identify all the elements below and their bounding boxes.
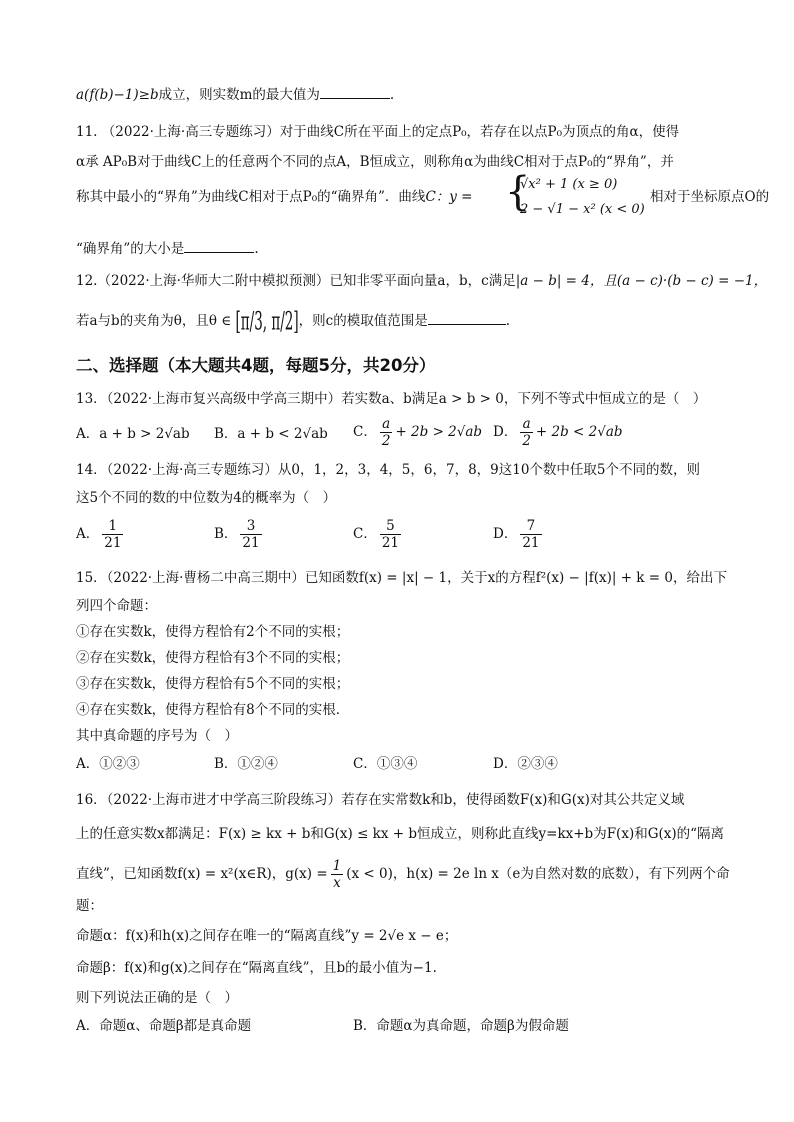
q11-line-2: α承 AP₀B对于曲线C上的任意两个不同的点A，B恒成立，则称角α为曲线C相对于点P₀的“界角”，并 bbox=[76, 154, 674, 170]
q11-source: （2022·上海·高三专题练习） bbox=[101, 124, 280, 140]
q13-option-b[interactable]: B．a + b < 2√ab bbox=[214, 426, 328, 442]
answer-blank[interactable] bbox=[184, 238, 254, 253]
piecewise-case-2: 2 − √1 − x² (x < 0) bbox=[520, 202, 645, 217]
answer-blank[interactable] bbox=[428, 310, 506, 325]
q16-line-1: 16．（2022·上海市进才中学高三阶段练习）若存在实常数k和b，使得函数F(x)和G(x)对其公共定义域 bbox=[76, 792, 685, 808]
q15-proposition-2: ②存在实数k，使得方程恰有3个不同的实根； bbox=[76, 650, 350, 666]
q15-option-b[interactable]: B．①②④ bbox=[214, 756, 278, 772]
q11-line-3-tail: 相对于坐标原点O的 bbox=[650, 189, 770, 205]
fraction: $\frac{a}{2}$ bbox=[381, 416, 391, 449]
fraction: $\frac{5}{21}$ bbox=[381, 518, 400, 551]
q15-ask: 其中真命题的序号为（ ） bbox=[76, 728, 238, 744]
q11-line-3: 称其中最小的“界角”为曲线C相对于点P₀的“确界角”．曲线C：y = bbox=[76, 189, 473, 205]
q14-option-c[interactable]: C． $\frac{5}{21}$ bbox=[353, 518, 400, 551]
fraction: $\frac{a}{2}$ bbox=[522, 416, 531, 449]
q16-ask: 则下列说法正确的是（ ） bbox=[76, 990, 238, 1006]
fraction: $\frac{1}{x}$ bbox=[332, 858, 342, 891]
q16-line-3: 直线”，已知函数f(x) = x²(x∈R)，g(x) = $\frac{1}{x}$ (x < 0)，h(x) = 2e ln x（e为自然对数的底数），有下列两个命 bbox=[76, 858, 730, 891]
q15-line-1: 15．（2022·上海·曹杨二中高三期中）已知函数f(x) = |x| − 1，关于x的方程f²(x) − |f(x)| + k = 0，给出下 bbox=[76, 570, 727, 586]
tail-text: 成立，则实数m的最大值为 bbox=[158, 87, 320, 103]
q16-option-b[interactable]: B．命题α为真命题，命题β为假命题 bbox=[353, 1018, 569, 1034]
q16-option-a[interactable]: A．命题α、命题β都是真命题 bbox=[76, 1018, 252, 1034]
section-heading: 二、选择题（本大题共4题，每题5分，共20分） bbox=[76, 356, 436, 375]
q15-option-d[interactable]: D．②③④ bbox=[493, 756, 558, 772]
fraction: $\frac{7}{21}$ bbox=[522, 518, 540, 551]
fraction: $\frac{1}{21}$ bbox=[104, 518, 122, 551]
theta-interval: [π/3, π/2] bbox=[235, 306, 299, 337]
q16-line-4: 题： bbox=[76, 898, 103, 914]
q15-proposition-1: ①存在实数k，使得方程恰有2个不同的实根； bbox=[76, 624, 350, 640]
q11-line-1: 11. （2022·上海·高三专题练习）对于曲线C所在平面上的定点P₀，若存在以点P₀为顶点的角α，使得 bbox=[76, 124, 680, 140]
q13-option-d[interactable]: D． $\frac{a}{2}$ + 2b < 2√ab bbox=[493, 416, 623, 449]
q14-line-2: 这5个不同的数的中位数为4的概率为（ ） bbox=[76, 490, 337, 506]
q13-option-c[interactable]: C． $\frac{a}{2}$ + 2b > 2√ab bbox=[353, 416, 483, 449]
fraction: $\frac{3}{21}$ bbox=[242, 518, 260, 551]
q13-option-a[interactable]: A．a + b > 2√ab bbox=[76, 426, 190, 442]
q12-source: （2022·上海·华师大二附中模拟预测） bbox=[97, 273, 330, 289]
q15-proposition-4: ④存在实数k，使得方程恰有8个不同的实根． bbox=[76, 702, 350, 718]
q16-proposition-beta: 命题β：f(x)和g(x)之间存在“隔离直线”，且b的最小值为−1. bbox=[76, 960, 437, 976]
vector-conditions: |a − b| = 4，且(a − c)·(b − c) = −1， bbox=[515, 273, 768, 289]
piecewise-case-1: √x² + 1 (x ≥ 0) bbox=[520, 177, 618, 192]
q12-number: 12. bbox=[76, 273, 98, 289]
q12-line-2: 若a与b的夹角为θ，且θ ∈ [π/3, π/2]，则c的模取值范围是 . bbox=[76, 310, 754, 332]
q15-option-a[interactable]: A．①②③ bbox=[76, 756, 140, 772]
q16-proposition-alpha: 命题α：f(x)和h(x)之间存在唯一的“隔离直线”y = 2√e x − e； bbox=[76, 928, 458, 944]
q13-stem: 13．（2022·上海市复兴高级中学高三期中）若实数a、b满足a > b > 0，下列不等式中恒成立的是（ ） bbox=[76, 391, 707, 407]
q14-line-1: 14．（2022·上海·高三专题练习）从0，1，2，3，4，5，6，7，8，9这10个数中任取5个不同的数，则 bbox=[76, 462, 701, 478]
q14-option-d[interactable]: D． $\frac{7}{21}$ bbox=[493, 518, 540, 551]
q15-proposition-3: ③存在实数k，使得方程恰有5个不同的实根； bbox=[76, 676, 350, 692]
q15-line-2: 列四个命题： bbox=[76, 598, 157, 614]
q11-line-4: “确界角”的大小是 . bbox=[76, 238, 754, 259]
answer-blank[interactable] bbox=[320, 84, 390, 99]
prev-question-tail: a(f(b)−1)≥b成立，则实数m的最大值为 . bbox=[76, 84, 754, 105]
piecewise-brace: { bbox=[505, 169, 531, 215]
q12-line-1: 12.（2022·上海·华师大二附中模拟预测）已知非零平面向量a，b，c满足|a − b| = 4，且(a − c)·(b − c) = −1， bbox=[76, 273, 768, 289]
q11-number: 11. bbox=[76, 124, 98, 140]
inequality-expr: a(f(b)−1)≥b bbox=[76, 87, 159, 103]
q15-option-c[interactable]: C．①③④ bbox=[353, 756, 418, 772]
q14-option-b[interactable]: B． $\frac{3}{21}$ bbox=[214, 518, 260, 551]
q14-option-a[interactable]: A． $\frac{1}{21}$ bbox=[76, 518, 122, 551]
q16-line-2: 上的任意实数x都满足：F(x) ≥ kx + b和G(x) ≤ kx + b恒成立，则称此直线y=kx+b为F(x)和G(x)的“隔离 bbox=[76, 826, 725, 842]
